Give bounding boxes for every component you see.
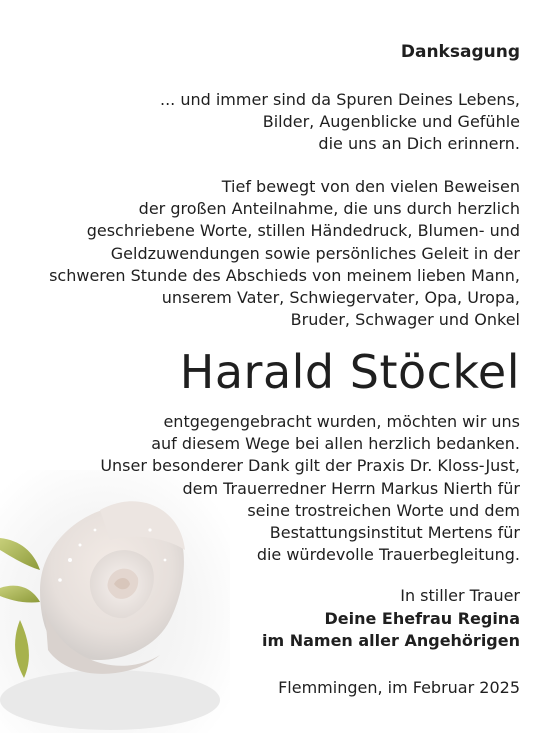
heading-danksagung: Danksagung — [400, 42, 520, 62]
signature-block — [262, 585, 520, 653]
motto-line: ... und immer sind da Spuren Deines Lebens, — [159, 90, 520, 109]
thanks-line: Unser besonderer Dank gilt der Praxis Dr. Kloss-Just, — [100, 456, 520, 476]
place-and-date: Flemmingen, im Februar 2025 — [278, 678, 520, 697]
signature-line-mourning: In stiller Trauer — [400, 586, 520, 605]
thanks-line: seine trostreichen Worte und dem — [247, 500, 520, 520]
intro-line: der großen Anteilnahme, die uns durch herzlich — [138, 199, 520, 219]
motto-line: die uns an Dich erinnern. — [318, 134, 520, 154]
thanks-line: Bestattungsinstitut Mertens für — [269, 523, 520, 543]
intro-line: Bruder, Schwager und Onkel — [290, 310, 520, 330]
motto-verse — [160, 89, 520, 156]
intro-line: geschriebene Worte, stillen Händedruck, Blumen- und — [86, 221, 520, 241]
motto-line: Bilder, Augenblicke und Gefühle — [262, 112, 520, 132]
thanks-paragraph — [100, 411, 520, 566]
thanks-line: auf diesem Wege bei allen herzlich bedanken. — [151, 434, 520, 454]
signature-line-relatives: im Namen aller Angehörigen — [261, 631, 520, 650]
intro-line: Tief bewegt von den vielen Beweisen — [221, 177, 520, 196]
thanks-line: entgegengebracht wurden, möchten wir uns — [163, 412, 520, 431]
thanks-line: die würdevolle Trauerbegleitung. — [256, 545, 520, 565]
intro-line: schweren Stunde des Abschieds von meinem lieben Mann, — [49, 265, 520, 285]
signature-line-wife: Deine Ehefrau Regina — [324, 608, 520, 628]
intro-line: Geldzuwendungen sowie persönliches Geleit in der — [110, 243, 520, 263]
intro-paragraph — [49, 176, 520, 331]
intro-line: unserem Vater, Schwiegervater, Opa, Uropa, — [161, 288, 520, 308]
deceased-name: Harald Stöckel — [179, 345, 520, 399]
thanks-line: dem Trauerredner Herrn Markus Nierth für — [182, 478, 520, 498]
